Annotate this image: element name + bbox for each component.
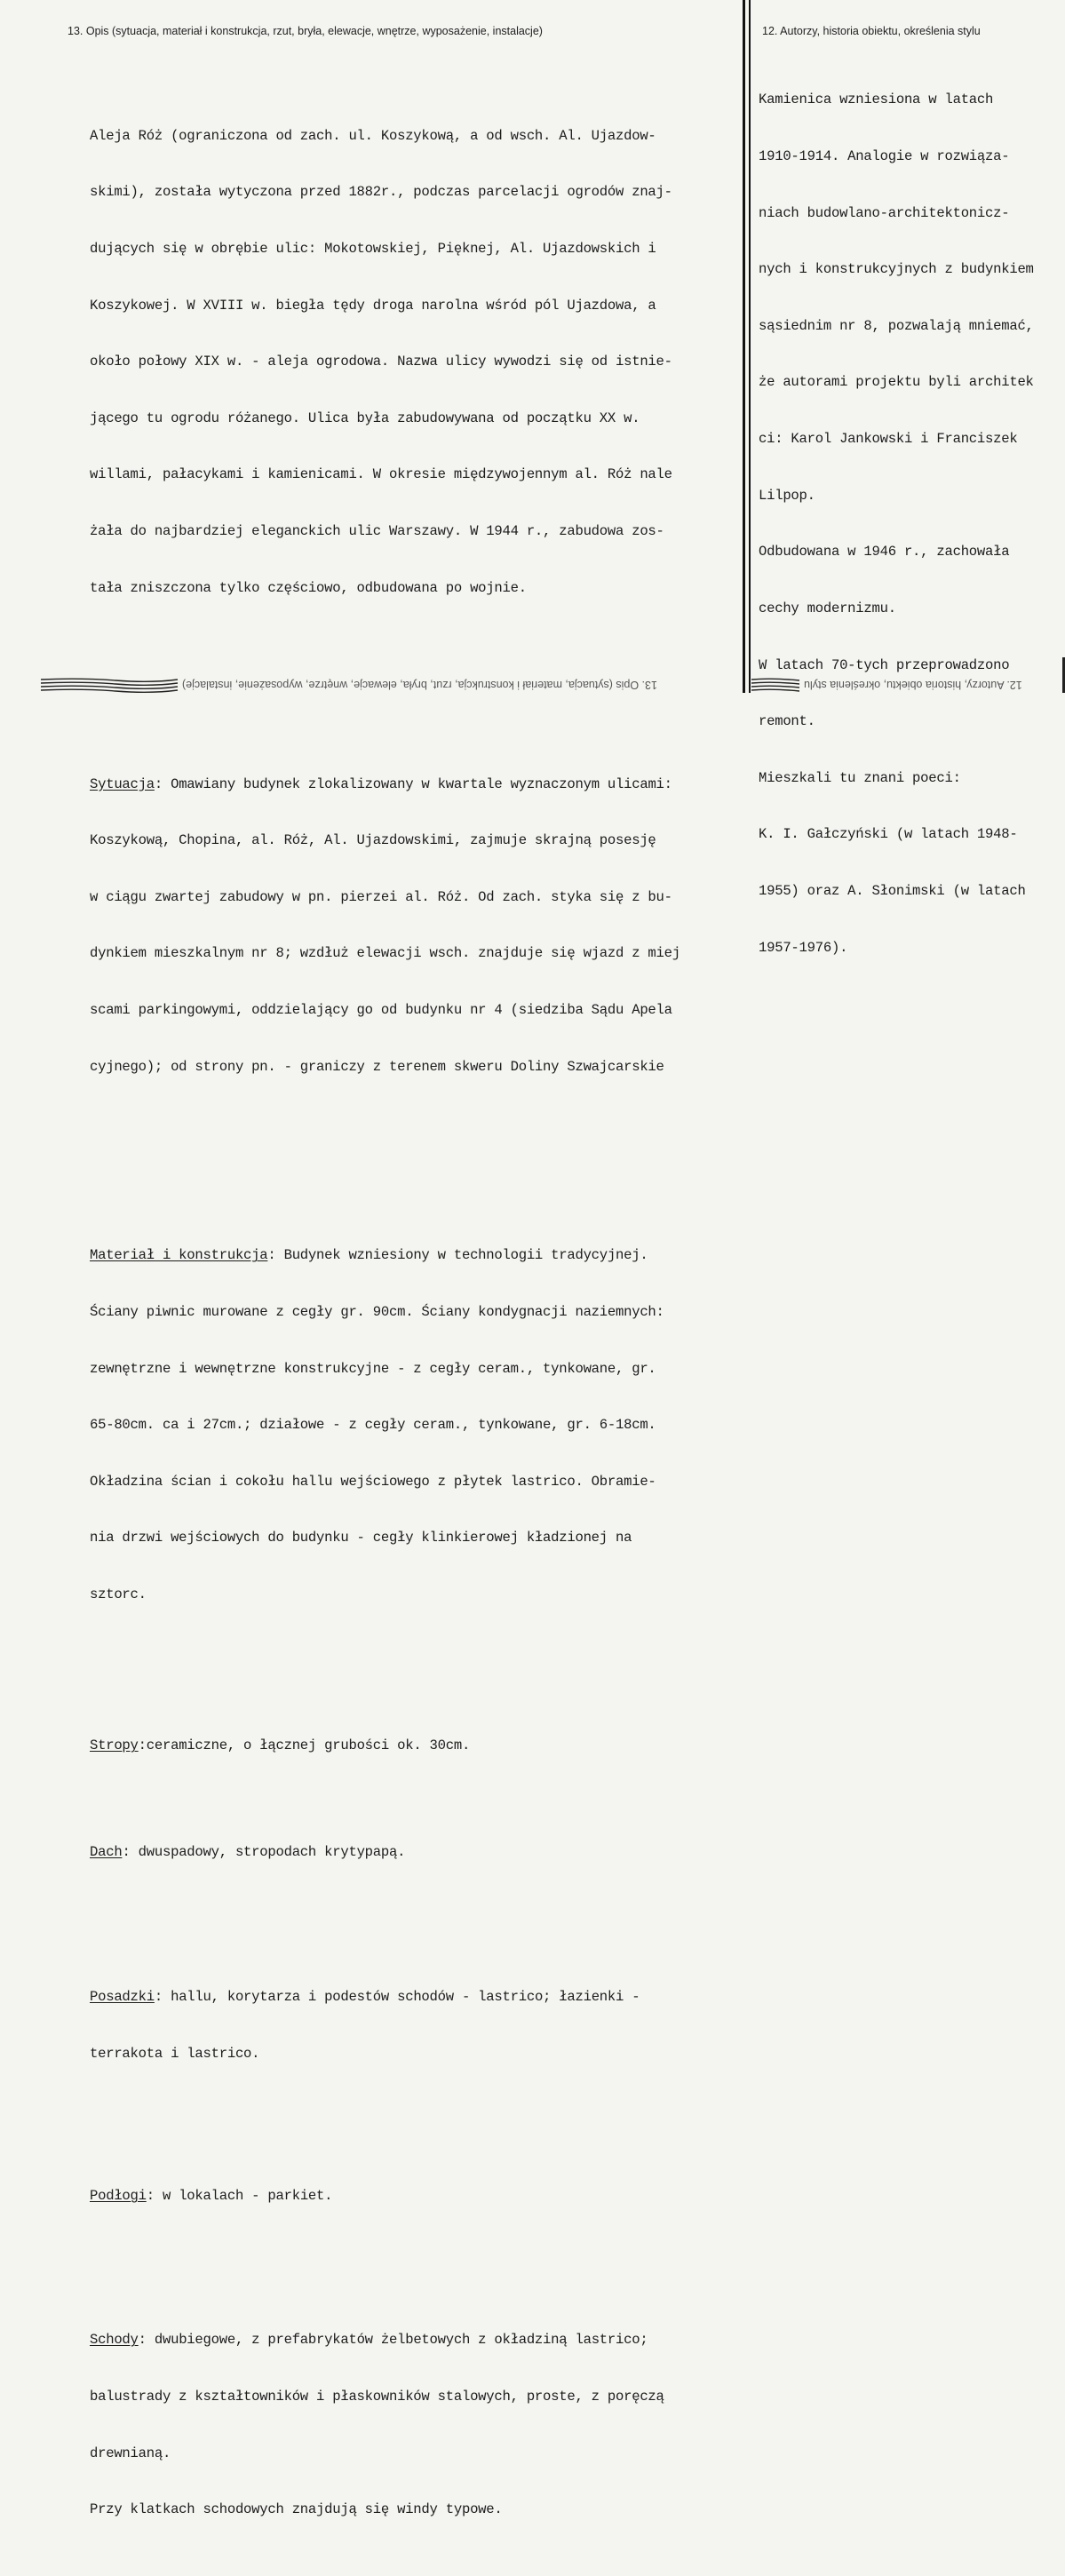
material-section <box>90 1209 742 1642</box>
text-line: nych i konstrukcyjnych z budynkiem <box>759 261 1034 278</box>
text-line: : dwuspadowy, stropodach krytypapą. <box>122 1844 406 1861</box>
text-line: cyjnego); od strony pn. - graniczy z terenem skweru Doliny Szwajcarskie <box>90 1058 664 1075</box>
text-line: 1910-1914. Analogie w rozwiąza- <box>759 148 1010 165</box>
text-line: : Budynek wzniesiony w technologii tradycyjnej. <box>267 1247 648 1264</box>
text-line: Koszykowej. W XVIII w. biegła tędy droga narolna wśród pól Ujazdowa, a <box>90 297 656 314</box>
text-line: niach budowlano-architektonicz- <box>759 204 1010 221</box>
text-line: żała do najbardziej eleganckich ulic Warszawy. W 1944 r., zabudowa zos- <box>90 523 664 540</box>
bleed-through-text-left: 13. Opis (sytuacja, materiał i konstrukcja, rzut, bryła, elewacje, wnętrze, wyposażenie, instalacje) <box>182 679 657 691</box>
sytuacja-section <box>90 737 742 1114</box>
schody-label: Schody <box>90 2332 139 2349</box>
text-line: Odbudowana w 1946 r., zachowała <box>759 544 1010 561</box>
text-line: dujących się w obrębie ulic: Mokotowskiej, Pięknej, Al. Ujazdowskich i <box>90 241 656 258</box>
text-line: jącego tu ogrodu różanego. Ulica była zabudowywana od początku XX w. <box>90 409 640 426</box>
dach-section <box>90 1843 742 1862</box>
dach-label: Dach <box>90 1844 123 1861</box>
text-line: 65-80cm. ca i 27cm.; działowe - z cegły ceram., tynkowane, gr. 6-18cm. <box>90 1417 656 1434</box>
podlogi-label: Podłogi <box>90 2187 147 2204</box>
text-line: drewnianą. <box>90 2445 171 2461</box>
section-13-header: 13. Opis (sytuacja, materiał i konstrukcja, rzut, bryła, elewacje, wnętrze, wyposażenie, instalacje) <box>68 25 543 37</box>
text-line: terrakota i lastrico. <box>90 2045 260 2062</box>
text-line: skimi), została wytyczona przed 1882r., podczas parcelacji ogrodów znaj- <box>90 184 672 201</box>
text-line: Okładzina ścian i cokołu hallu wejściowego z płytek lastrico. Obramie- <box>90 1473 656 1490</box>
material-label: Materiał i konstrukcja <box>90 1247 268 1264</box>
text-line: nia drzwi wejściowych do budynku - cegły klinkierowej kładzionej na <box>90 1530 632 1546</box>
description-column <box>90 52 742 2576</box>
text-line: Koszykową, Chopina, al. Róż, Al. Ujazdowskimi, zajmuje skrajną posesję <box>90 832 656 849</box>
text-line: Kamienica wzniesiona w latach <box>759 91 994 108</box>
text-line: : Omawiany budynek zlokalizowany w kwartale wyznaczonym ulicami: <box>154 775 672 792</box>
posadzki-label: Posadzki <box>90 1988 155 2005</box>
stropy-section <box>90 1737 742 1755</box>
text-line: cechy modernizmu. <box>759 600 896 616</box>
section-12-header: 12. Autorzy, historia obiektu, określenia stylu <box>762 25 981 37</box>
text-line: ci: Karol Jankowski i Franciszek <box>759 431 1018 448</box>
podlogi-section <box>90 2187 742 2206</box>
text-line: Ściany piwnic murowane z cegły gr. 90cm. Ściany kondygnacji naziemnych: <box>90 1304 664 1320</box>
text-line: około połowy XIX w. - aleja ogrodowa. Nazwa ulicy wywodzi się od istnie- <box>90 354 672 370</box>
text-line: Aleja Róż (ograniczona od zach. ul. Koszykową, a od wsch. Al. Ujazdow- <box>90 127 656 144</box>
text-line: dynkiem mieszkalnym nr 8; wzdłuż elewacji wsch. znajduje się wjazd z miej <box>90 945 680 962</box>
text-line: W latach 70-tych przeprowadzono <box>759 656 1010 673</box>
text-line: willami, pałacykami i kamienicami. W okresie międzywojennym al. Róż nale <box>90 466 672 483</box>
text-line: tała zniszczona tylko częściowo, odbudowana po wojnie. <box>90 579 527 596</box>
text-line: K. I. Gałczyński (w latach 1948- <box>759 826 1018 843</box>
column-divider <box>743 0 745 693</box>
text-line: : w lokalach - parkiet. <box>146 2187 333 2204</box>
text-line: 1957-1976). <box>759 939 848 956</box>
text-line: : dwubiegowe, z prefabrykatów żelbetowych z okładziną lastrico; <box>138 2332 648 2349</box>
text-line: że autorami projektu byli architek <box>759 374 1034 391</box>
text-line: :ceramiczne, o łącznej grubości ok. 30cm. <box>138 1737 471 1754</box>
bleed-through-text-right: 12. Autorzy, historia obiektu, określenia stylu <box>804 679 1022 691</box>
column-divider-secondary <box>749 0 751 693</box>
text-line: sztorc. <box>90 1586 147 1603</box>
sytuacja-label: Sytuacja <box>90 775 155 792</box>
text-line: 1955) oraz A. Słonimski (w latach <box>759 882 1026 899</box>
text-line: w ciągu zwartej zabudowy w pn. pierzei al. Róż. Od zach. styka się z bu- <box>90 888 672 905</box>
schody-section <box>90 2294 742 2557</box>
text-line: balustrady z kształtowników i płaskowników stalowych, proste, z poręczą <box>90 2388 664 2405</box>
text-line: : hallu, korytarza i podestów schodów - lastrico; łazienki - <box>154 1988 640 2005</box>
posadzki-section <box>90 1951 742 2102</box>
text-line: sąsiednim nr 8, pozwalają mniemać, <box>759 317 1034 334</box>
history-column <box>759 53 1065 976</box>
text-line: Lilpop. <box>759 487 815 504</box>
text-line: Przy klatkach schodowych znajdują się windy typowe. <box>90 2501 503 2518</box>
text-line: scami parkingowymi, oddzielający go od budynku nr 4 (siedziba Sądu Apela <box>90 1001 672 1018</box>
text-line: Mieszkali tu znani poeci: <box>759 769 961 786</box>
intro-paragraph <box>90 89 742 635</box>
stropy-label: Stropy <box>90 1737 139 1754</box>
text-line: zewnętrzne i wewnętrzne konstrukcyjne - z cegły ceram., tynkowane, gr. <box>90 1360 656 1377</box>
text-line: remont. <box>759 713 815 730</box>
